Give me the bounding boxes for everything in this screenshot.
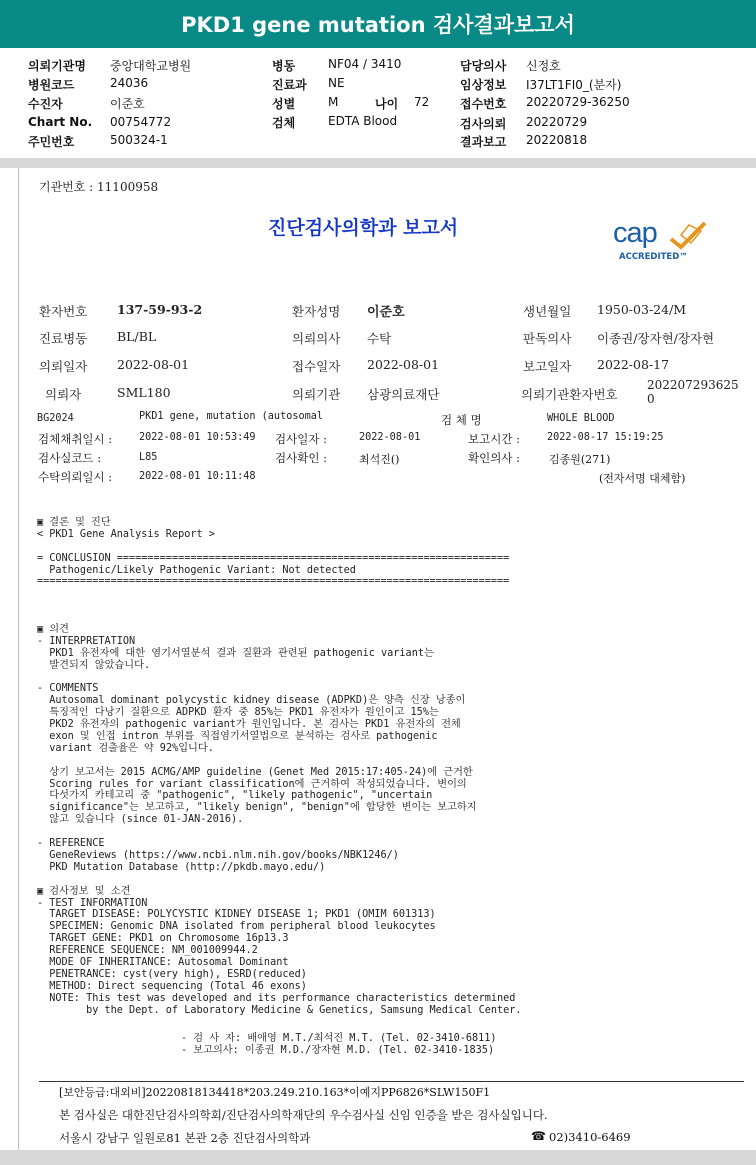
header-value-institution: 중앙대학교병원	[110, 59, 192, 73]
value-receipt-date: 2022-08-01	[367, 357, 440, 372]
report-time-value: 2022-08-17 15:19:25	[547, 432, 664, 443]
certification-statement: 본 검사실은 대한진단검사의학회/진단검사의학재단의 우수검사실 신임 인증을 받은 검사실입니다.	[59, 1108, 548, 1122]
cap-check-icon	[667, 221, 711, 253]
consign-label: 수탁의뢰일시 :	[38, 470, 113, 484]
label-report-date: 보고일자	[523, 359, 572, 374]
specimen-value: WHOLE BLOOD	[547, 413, 615, 424]
electronic-signature-note: (전자서명 대체함)	[599, 472, 686, 485]
cap-logo-wordmark: cap	[613, 217, 657, 249]
header-value-sex: M	[328, 95, 339, 109]
report-line	[37, 672, 522, 684]
header-value-hospital-code: 24036	[110, 76, 149, 90]
header-label-report-date: 결과보고	[460, 135, 507, 149]
report-line: TARGET DISEASE: POLYCYSTIC KIDNEY DISEASE 1; PKD1 (OMIM 601313)	[37, 909, 436, 921]
exam-date-label: 검사일자 :	[275, 432, 327, 446]
report-line: = CONCLUSION ================================================================	[37, 552, 510, 564]
report-line: ▣ 결론 및 진단	[37, 517, 111, 528]
label-ward: 진료병동	[39, 331, 88, 346]
lab-code-label: 검사실코드 :	[38, 451, 102, 465]
report-line: ▣ 검사정보 및 소견	[37, 885, 131, 897]
header-label-examinee: 수진자	[28, 97, 63, 111]
value-reading-doctor: 이종권/장자현/장자현	[597, 331, 715, 346]
report-line: PKD Mutation Database (http://pkdb.mayo.edu/)	[37, 861, 326, 873]
label-reading-doctor: 판독의사	[523, 331, 572, 346]
collect-label: 검체채취일시 :	[38, 432, 113, 446]
report-line: Pathogenic/Likely Pathogenic Variant: Not detected	[37, 564, 356, 576]
report-line: TARGET GENE: PKD1 on Chromosome 16p13.3	[37, 933, 289, 945]
report-line	[37, 612, 522, 624]
document-title: 진단검사의학과 보고서	[268, 217, 459, 239]
report-line: PKD2 유전자의 pathogenic variant가 원인입니다. 본 검사는 PKD1 유전자의 전체	[37, 719, 461, 731]
report-line: PKD1 유전자에 대한 염기서열분석 결과 질환과 관련된 pathogenic variant는	[37, 647, 434, 659]
value-institution-patient-no: 202207293625	[647, 378, 739, 392]
separator-bar	[0, 158, 756, 168]
header-value-resident-no: 500324-1	[110, 133, 168, 147]
report-line: 특징적인 다낭기 질환으로 ADPKD 환자 중 85%는 PKD1 유전자가 원인이고 15%는	[37, 707, 439, 719]
report-line: Scoring rules for variant classification에 근거하여 작성되었습니다. 변이의	[37, 778, 467, 790]
header-value-ward: NF04 / 3410	[328, 57, 402, 71]
report-line	[37, 541, 522, 553]
header-value-examinee: 이준호	[110, 97, 145, 111]
consign-value: 2022-08-01 10:11:48	[139, 471, 256, 482]
header-label-age: 나이	[375, 97, 399, 111]
footer-divider	[39, 1081, 744, 1082]
report-line	[37, 600, 522, 612]
test-name: PKD1 gene, mutation (autosomal	[139, 411, 324, 422]
report-line: ▣ 의견	[37, 624, 69, 636]
verifier-label: 확인의사 :	[468, 451, 520, 465]
report-document	[18, 168, 756, 1150]
bottom-bar	[0, 1150, 756, 1165]
report-time-label: 보고시간 :	[468, 432, 520, 446]
specimen-label: 검 체 명	[441, 413, 482, 427]
report-title: PKD1 gene mutation 검사결과보고서	[181, 13, 575, 37]
label-referring-doctor: 의뢰의사	[292, 331, 341, 346]
header-value-request-date: 20220729	[526, 115, 588, 129]
report-line	[37, 588, 522, 600]
header-label-institution: 의뢰기관명	[28, 59, 86, 73]
label-requesting-institution: 의뢰기관	[292, 387, 341, 402]
header-label-chart-no: Chart No.	[28, 115, 93, 129]
header-value-clinical-info: I37LT1FI0_(분자)	[526, 78, 622, 92]
report-line: Autosomal dominant polycystic kidney disease (ADPKD)은 양측 신장 낭종이	[37, 695, 466, 707]
report-line: - TEST INFORMATION	[37, 897, 148, 909]
value-requester: SML180	[117, 385, 171, 400]
report-line: - REFERENCE	[37, 838, 105, 850]
report-line: exon 및 인접 intron 부위를 직접염기서열법으로 분석하는 검사로 pathogenic	[37, 731, 438, 743]
report-line: 않고 있습니다 (since 01-JAN-2016).	[37, 814, 244, 826]
value-report-date: 2022-08-17	[597, 357, 670, 372]
lab-code-value: L85	[139, 452, 158, 463]
reporting-doctor-signature: - 보고의사: 이종권 M.D./장자현 M.D. (Tel. 02-3410-1835)	[181, 1045, 495, 1056]
value-referring-doctor: 수탁	[367, 331, 392, 346]
report-line: MODE OF INHERITANCE: Autosomal Dominant	[37, 956, 289, 968]
confirm-value: 최석진()	[359, 453, 400, 466]
label-request-date: 의뢰일자	[39, 359, 88, 374]
report-line: GeneReviews (https://www.ncbi.nlm.nih.gov/books/NBK1246/)	[37, 849, 399, 861]
verifier-value: 김종원(271)	[549, 453, 611, 466]
report-line	[37, 755, 522, 767]
header-label-hospital-code: 병원코드	[28, 78, 75, 92]
header-label-doctor: 담당의사	[460, 59, 507, 73]
collect-value: 2022-08-01 10:53:49	[139, 432, 256, 443]
report-line: REFERENCE SEQUENCE: NM_001009944.2	[37, 945, 258, 957]
report-line: METHOD: Direct sequencing (Total 46 exons)	[37, 980, 307, 992]
header-label-sex: 성별	[272, 97, 296, 111]
label-requester: 의뢰자	[45, 387, 82, 402]
header-value-department: NE	[328, 76, 345, 90]
value-birthdate: 1950-03-24/M	[597, 302, 687, 317]
label-institution-patient-no: 의뢰기관환자번호	[521, 387, 618, 402]
report-line: < PKD1 Gene Analysis Report >	[37, 528, 215, 540]
cap-accredited-text: ACCREDITED™	[619, 252, 688, 262]
label-birthdate: 생년월일	[523, 304, 572, 319]
value-patient-no: 137-59-93-2	[117, 302, 203, 317]
header-label-specimen: 검체	[272, 116, 296, 130]
report-body	[37, 517, 522, 1016]
value-ward: BL/BL	[117, 329, 157, 344]
report-line: - COMMENTS	[37, 683, 99, 695]
phone-icon: ☎	[531, 1129, 546, 1143]
report-line: - INTERPRETATION	[37, 635, 136, 647]
report-line: significance"는 보고하고, "likely benign", "benign"에 합당한 변이는 보고하지	[37, 802, 477, 814]
confirm-label: 검사확인 :	[275, 451, 327, 465]
label-patient-no: 환자번호	[39, 304, 88, 319]
header-label-clinical-info: 임상정보	[460, 78, 507, 92]
header-value-receipt-no: 20220729-36250	[526, 95, 630, 109]
report-line	[37, 874, 522, 886]
value-patient-name: 이준호	[367, 305, 405, 320]
report-line: 다섯가지 카테고리 중 "pathogenic", "likely pathogenic", "uncertain	[37, 790, 433, 802]
report-line: =============================================================================	[37, 576, 510, 588]
report-line: PENETRANCE: cyst(very high), ESRD(reduced)	[37, 968, 307, 980]
header-label-department: 진료과	[272, 78, 307, 92]
value-institution-patient-no-cont: 0	[647, 392, 655, 406]
lab-address: 서울시 강남구 일원로81 본관 2층 진단검사의학과	[59, 1131, 311, 1145]
header-label-receipt-no: 접수번호	[460, 97, 507, 111]
report-line: 발견되지 않았습니다.	[37, 659, 151, 671]
header-value-chart-no: 00754772	[110, 115, 172, 129]
header-value-age: 72	[414, 95, 430, 109]
test-code: BG2024	[37, 413, 74, 424]
label-receipt-date: 접수일자	[292, 359, 341, 374]
label-patient-name: 환자성명	[292, 304, 341, 319]
lab-phone: 02)3410-6469	[549, 1130, 631, 1144]
header-value-specimen: EDTA Blood	[328, 114, 398, 128]
report-line: NOTE: This test was developed and its performance characteristics determined	[37, 992, 516, 1004]
header-value-report-date: 20220818	[526, 133, 588, 147]
value-request-date: 2022-08-01	[117, 357, 190, 372]
report-line: by the Dept. of Laboratory Medicine & Genetics, Samsung Medical Center.	[37, 1004, 522, 1016]
report-line: 상기 보고서는 2015 ACMG/AMP guideline (Genet Med 2015:17:405-24)에 근거한	[37, 766, 473, 778]
header-label-resident-no: 주민번호	[28, 135, 75, 149]
header-label-request-date: 검사의뢰	[460, 117, 507, 131]
report-line	[37, 826, 522, 838]
examiner-signature: - 검 사 자: 배애영 M.T./최석진 M.T. (Tel. 02-3410-6811)	[181, 1033, 497, 1044]
request-header	[0, 48, 756, 158]
report-line: SPECIMEN: Genomic DNA isolated from peripheral blood leukocytes	[37, 921, 436, 933]
cap-accredited-logo	[611, 217, 716, 267]
institution-number: 기관번호 : 11100958	[39, 180, 159, 194]
header-label-ward: 병동	[272, 59, 296, 73]
value-requesting-institution: 삼광의료재단	[367, 387, 440, 402]
report-title-bar	[0, 0, 756, 48]
exam-date-value: 2022-08-01	[359, 432, 421, 443]
header-value-doctor: 신정호	[526, 59, 561, 73]
security-line: [보안등급:대외비]20220818134418*203.249.210.163*이예지PP6826*SLW150F1	[59, 1086, 491, 1099]
report-line: variant 검출율은 약 92%입니다.	[37, 742, 214, 754]
